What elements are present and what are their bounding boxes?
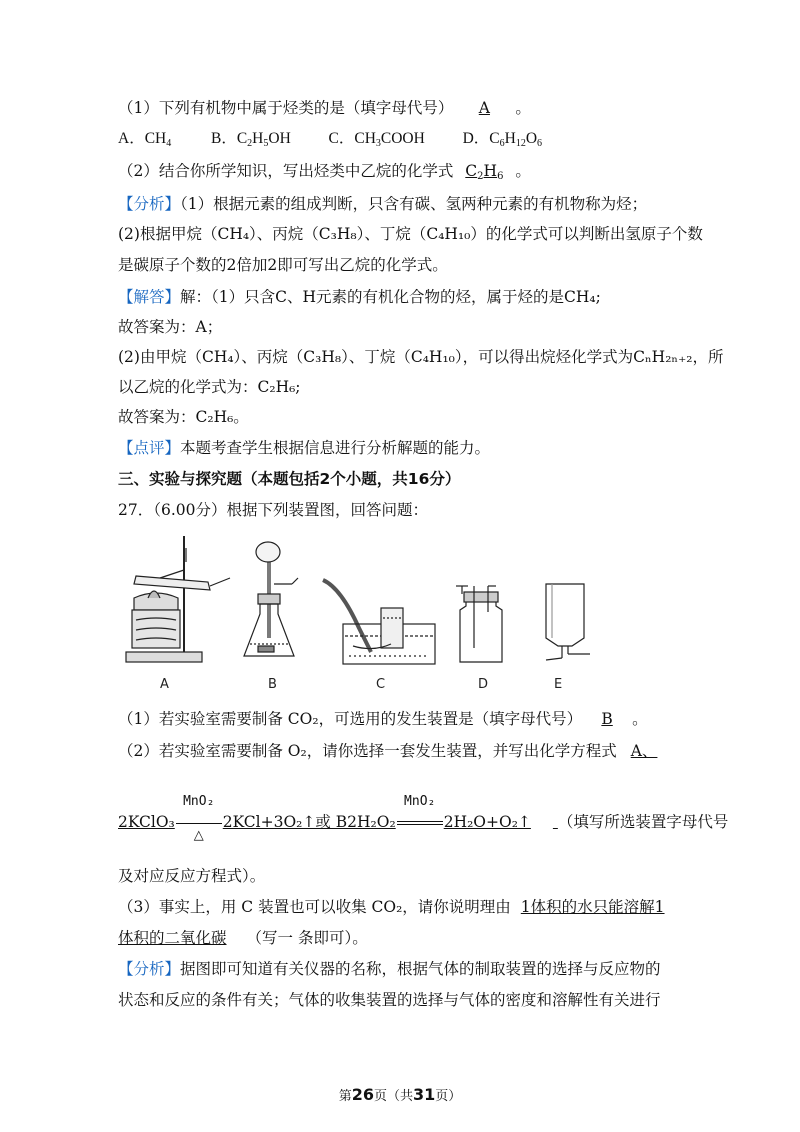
q27-p3-answer1: 1体积的水只能溶解1 xyxy=(520,898,665,916)
analysis2-line1 xyxy=(118,958,661,980)
q27-p2-prefix: （2）若实验室需要制备 O₂，请你选择一套发生装置，并写出化学方程式 xyxy=(118,742,617,760)
analysis1-line2: (2)根据甲烷（CH₄）、丙烷（C₃H₈）、丁烷（C₄H₁₀）的化学式可以判断出氢原子个数 xyxy=(118,225,703,243)
comment1-text: 本题考查学生根据信息进行分析解题的能力。 xyxy=(180,439,491,457)
q27-stem: 27．（6.00分）根据下列装置图，回答问题： xyxy=(118,501,428,519)
option-d: D．$C_6H_{12}O_6$ xyxy=(462,130,543,149)
solution1-text1: 解：（1）只含C、H元素的有机化合物的烃，属于烃的是CH₄; xyxy=(180,288,601,306)
solution1-line5: 故答案为：C₂H₆。 xyxy=(118,408,249,426)
q1-suffix: 。 xyxy=(515,99,531,117)
apparatus-c xyxy=(323,580,435,664)
label-a: A xyxy=(160,677,169,692)
footer-mid: 页（共 xyxy=(373,1089,413,1104)
q27-equation xyxy=(118,794,729,843)
q27-p3-suffix: （写一 条即可）。 xyxy=(246,929,368,947)
analysis1-line1 xyxy=(118,193,647,215)
q27-p1-suffix: 。 xyxy=(632,710,648,728)
section3-title: 三、实验与探究题（本题包括2个小题，共16分） xyxy=(118,470,461,488)
eq-part3: 2H₂O+O₂↑ xyxy=(443,813,531,831)
apparatus-figure xyxy=(118,528,598,700)
solution-tag: 【解答】 xyxy=(118,288,181,306)
analysis1-text1: （1）根据元素的组成判断，只含有碳、氢两种元素的有机物称为烃； xyxy=(180,195,648,213)
apparatus-a xyxy=(126,536,230,662)
options-line xyxy=(118,128,542,155)
apparatus-b xyxy=(244,542,298,656)
analysis2-line2: 状态和反应的条件有关；气体的收集装置的选择与气体的密度和溶解性有关进行 xyxy=(118,991,661,1009)
eq-part1: 2KClO₃ xyxy=(118,813,175,831)
apparatus-e xyxy=(546,584,590,660)
comment1-line xyxy=(118,437,490,459)
option-b: B．$C_2H_5OH$ xyxy=(210,130,291,149)
solution1-line1 xyxy=(118,286,601,308)
q27-p2-answer-start: A、 xyxy=(630,742,658,760)
q27-p3-prefix: （3）事实上，用 C 装置也可以收集 CO₂，请你说明理由 xyxy=(118,898,511,916)
label-c: C xyxy=(376,677,386,692)
q1-answer: A xyxy=(478,99,490,117)
option-c: C．$CH_3COOH$ xyxy=(328,130,425,149)
q27-p1-answer: B xyxy=(601,710,613,728)
q27-p2-tail: 及对应反应方程式）。 xyxy=(118,867,266,885)
q2-prefix: （2）结合你所学知识，写出烃类中乙烷的化学式 xyxy=(118,162,454,180)
footer-pre: 第 xyxy=(338,1089,352,1104)
q27-p3-answer2: 体积的二氧化碳 xyxy=(118,929,227,947)
q2-answer: $C_2H_6$ xyxy=(465,162,504,182)
eq-part2: 2KCl+3O₂↑或 B2H₂O₂ xyxy=(222,813,396,831)
eq-condition-1: MnO₂ △ xyxy=(175,811,223,833)
analysis-tag: 【分析】 xyxy=(118,195,181,213)
solution1-line2: 故答案为：A； xyxy=(118,318,223,336)
q27-p3-line2 xyxy=(118,927,368,949)
label-e: E xyxy=(554,677,563,692)
page-total: 31 xyxy=(413,1085,436,1104)
option-a: A．$CH_4$ xyxy=(118,130,172,149)
label-b: B xyxy=(268,677,277,692)
q1-prefix: （1）下列有机物中属于烃类的是（填字母代号） xyxy=(118,99,454,117)
eq-suffix: （填写所选装置字母代号 xyxy=(557,813,729,831)
q27-p1-prefix: （1）若实验室需要制备 CO₂，可选用的发生装置是（填字母代号） xyxy=(118,710,583,728)
q1-line xyxy=(118,97,531,119)
solution1-line3: (2)由甲烷（CH₄）、丙烷（C₃H₈）、丁烷（C₄H₁₀），可以得出烷烃化学式为CₙH₂ₙ₊₂，所 xyxy=(118,348,724,366)
q2-line xyxy=(118,160,531,188)
q27-p2 xyxy=(118,740,657,762)
comment-tag: 【点评】 xyxy=(118,439,181,457)
analysis2-tag: 【分析】 xyxy=(118,960,181,978)
page-number: 26 xyxy=(351,1085,374,1104)
apparatus-d xyxy=(456,586,502,662)
analysis1-line3: 是碳原子个数的2倍加2即可写出乙烷的化学式。 xyxy=(118,256,448,274)
solution1-line4: 以乙烷的化学式为：C₂H₆; xyxy=(118,378,301,396)
q27-p1 xyxy=(118,708,648,730)
footer-post: 页） xyxy=(435,1089,462,1104)
eq-condition-2: MnO₂ xyxy=(396,811,444,833)
label-d: D xyxy=(478,677,489,692)
q2-suffix: 。 xyxy=(515,162,531,180)
analysis2-text1: 据图即可知道有关仪器的名称，根据气体的制取装置的选择与反应物的 xyxy=(180,960,661,978)
q27-p3 xyxy=(118,896,665,918)
page-footer xyxy=(0,1085,800,1104)
